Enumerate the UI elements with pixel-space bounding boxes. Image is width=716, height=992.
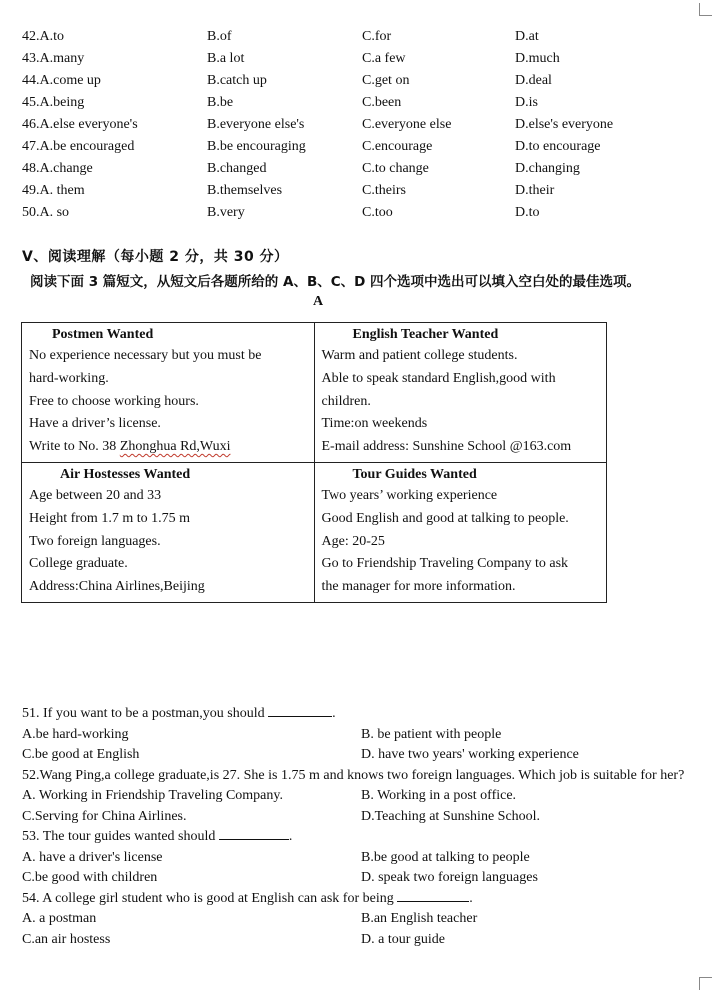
option-45-b: B.be (207, 95, 234, 110)
option-47-a: 47.A.be encouraged (22, 139, 135, 154)
ad-address: Write to No. 38 Zhonghua Rd,Wuxi (29, 439, 231, 455)
question-54-options-ab (22, 909, 707, 930)
option-44-c: C.get on (362, 73, 410, 88)
ad-email: E-mail address: Sunshine School @163.com (321, 439, 572, 455)
option-42-a: 42.A.to (22, 29, 64, 44)
ad-line: Good English and good at talking to people. (321, 510, 569, 526)
ad-title: Tour Guides Wanted (352, 466, 477, 482)
question-54: 54. A college girl student who is good at English can ask for being . (22, 890, 473, 906)
question-53-options-cd (22, 868, 707, 889)
ad-line: children. (321, 393, 371, 409)
option-row-46 (22, 114, 702, 136)
option-42-c: C.for (362, 29, 392, 44)
q54-option-a: A. a postman (22, 911, 97, 926)
option-43-d: D.much (515, 51, 560, 66)
crop-mark-top-right (699, 3, 712, 16)
option-45-d: D.is (515, 95, 538, 110)
option-43-b: B.a lot (207, 51, 245, 66)
ad-air-hostesses (22, 462, 315, 602)
option-50-b: B.very (207, 205, 245, 220)
section-title: V、阅读理解（每小题 2 分，共 30 分） (22, 249, 289, 265)
option-row-50 (22, 202, 702, 224)
option-row-48 (22, 158, 702, 180)
ad-postmen (22, 323, 315, 463)
ad-line: Able to speak standard English,good with (321, 370, 556, 386)
ad-line: Go to Friendship Traveling Company to ask (321, 556, 569, 572)
q51-option-b: B. be patient with people (361, 726, 502, 742)
option-row-45 (22, 92, 702, 114)
ad-line: Have a driver’s license. (29, 416, 161, 432)
q54-option-c: C.an air hostess (22, 931, 111, 947)
passage-label: A (313, 294, 324, 309)
question-53: 53. The tour guides wanted should . (22, 829, 293, 844)
q54-option-b: B.an English teacher (361, 911, 478, 926)
q52-option-a: A. Working in Friendship Traveling Company. (22, 788, 283, 803)
option-47-d: D.to encourage (515, 139, 601, 154)
option-43-a: 43.A.many (22, 51, 85, 66)
q52-option-d: D.Teaching at Sunshine School. (361, 808, 541, 824)
option-row-49 (22, 180, 702, 202)
option-50-d: D.to (515, 205, 540, 220)
job-ads-table (21, 322, 607, 603)
option-44-d: D.deal (515, 73, 552, 88)
question-52-options-cd (22, 807, 707, 828)
option-49-c: C.theirs (362, 183, 406, 198)
ad-title: Air Hostesses Wanted (60, 466, 191, 482)
option-44-b: B.catch up (207, 73, 267, 88)
questions (22, 704, 707, 950)
ad-line: Two years’ working experience (321, 487, 498, 503)
option-47-b: B.be encouraging (207, 139, 306, 154)
option-44-a: 44.A.come up (22, 73, 101, 88)
option-46-a: 46.A.else everyone's (22, 117, 138, 132)
q53-option-d: D. speak two foreign languages (361, 870, 538, 885)
ad-title: Postmen Wanted (52, 327, 154, 342)
option-46-b: B.everyone else's (207, 117, 305, 132)
ad-title: English Teacher Wanted (352, 327, 499, 342)
q53-option-c: C.be good with children (22, 870, 158, 885)
option-50-c: C.too (362, 205, 393, 220)
option-row-42 (22, 26, 702, 48)
ad-line: Free to choose working hours. (29, 393, 199, 409)
option-47-c: C.encourage (362, 139, 433, 154)
option-49-d: D.their (515, 183, 555, 198)
option-48-b: B.changed (207, 161, 267, 176)
option-46-d: D.else's everyone (515, 117, 614, 132)
question-53-options-ab (22, 848, 707, 869)
option-50-a: 50.A. so (22, 205, 70, 220)
question-52-options-ab (22, 786, 707, 807)
question-52: 52.Wang Ping,a college graduate,is 27. She is 1.75 m and knows two foreign languages. Which job is suitable for her? (22, 767, 685, 783)
q51-option-a: A.be hard-working (22, 726, 129, 742)
option-49-b: B.themselves (207, 183, 283, 198)
ad-tour-guides (314, 462, 607, 602)
option-48-d: D.changing (515, 161, 580, 176)
ad-line: Warm and patient college students. (321, 348, 518, 363)
option-49-a: 49.A. them (22, 183, 85, 198)
ad-line: Two foreign languages. (29, 533, 161, 549)
answer-blank (397, 889, 469, 902)
ad-english-teacher (314, 323, 607, 463)
option-42-b: B.of (207, 29, 232, 44)
ad-line: the manager for more information. (321, 579, 516, 595)
q53-option-b: B.be good at talking to people (361, 849, 530, 865)
q53-option-a: A. have a driver's license (22, 849, 163, 865)
ad-line: Time:on weekends (321, 416, 428, 432)
option-48-a: 48.A.change (22, 161, 93, 176)
q52-option-b: B. Working in a post office. (361, 788, 517, 803)
question-51: 51. If you want to be a postman,you should . (22, 706, 336, 721)
ad-line: No experience necessary but you must be (29, 348, 262, 363)
question-54-options-cd (22, 930, 707, 951)
option-46-c: C.everyone else (362, 117, 452, 132)
option-45-a: 45.A.being (22, 95, 85, 110)
ad-line: Height from 1.7 m to 1.75 m (29, 510, 190, 526)
section-instruction: 阅读下面 3 篇短文，从短文后各题所给的 A、B、C、D 四个选项中选出可以填入空白处的最佳选项。 (30, 274, 641, 290)
q52-option-c: C.Serving for China Airlines. (22, 808, 187, 824)
ad-line: Age: 20-25 (321, 533, 385, 549)
ad-line: College graduate. (29, 556, 128, 572)
answer-blank (219, 827, 289, 840)
ad-line: Age between 20 and 33 (29, 487, 162, 503)
crop-mark-bottom-right (699, 977, 712, 990)
option-45-c: C.been (362, 95, 402, 110)
question-51-options-ab (22, 725, 707, 746)
option-row-47 (22, 136, 702, 158)
question-51-options-cd (22, 745, 707, 766)
q54-option-d: D. a tour guide (361, 931, 445, 947)
option-42-d: D.at (515, 29, 539, 44)
q51-option-d: D. have two years' working experience (361, 747, 579, 762)
option-row-44 (22, 70, 702, 92)
q51-option-c: C.be good at English (22, 747, 140, 762)
option-row-43 (22, 48, 702, 70)
answer-blank (268, 704, 332, 717)
option-48-c: C.to change (362, 161, 429, 176)
ad-line: hard-working. (29, 370, 109, 386)
ad-line: Address:China Airlines,Beijing (29, 579, 205, 595)
option-43-c: C.a few (362, 51, 406, 66)
